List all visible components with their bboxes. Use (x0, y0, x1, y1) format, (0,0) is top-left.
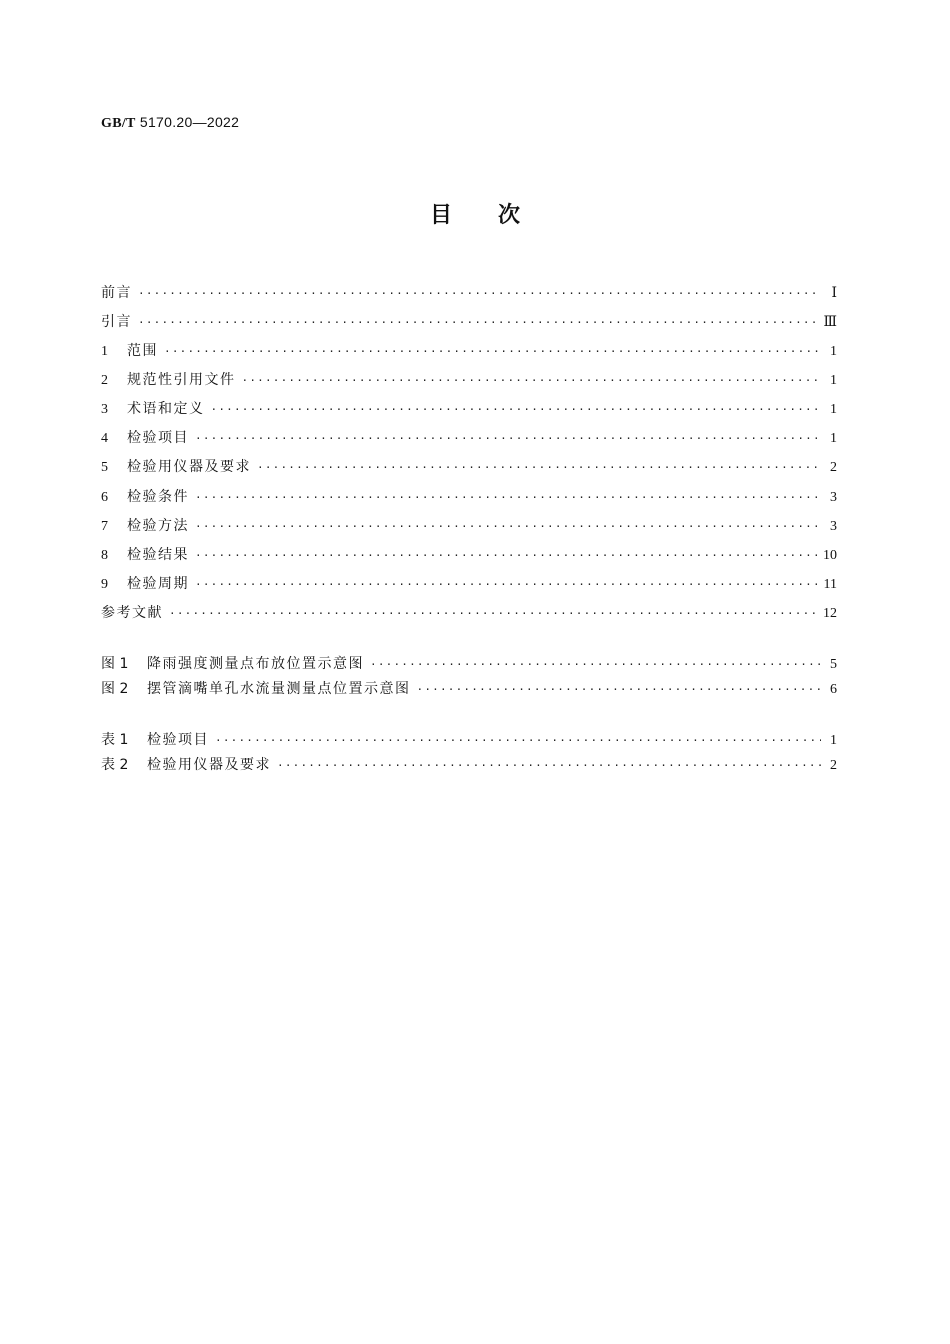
toc-entry-number: 6 (101, 490, 108, 505)
toc-entry-page: 1 (830, 402, 837, 417)
toc-entry-introduction[interactable] (101, 312, 837, 332)
toc-entry-number: 7 (101, 519, 108, 534)
toc-entry-number: 8 (101, 548, 108, 563)
toc-leader-dots (417, 680, 822, 699)
toc-entry-number: 3 (101, 402, 108, 417)
toc-entry-instruments[interactable] (101, 457, 837, 477)
toc-leader-dots (138, 313, 817, 332)
toc-entry-label: 参考文献 (101, 605, 163, 621)
toc-entry-bibliography[interactable] (101, 603, 837, 623)
table-number: 表 2 (101, 757, 129, 773)
toc-entry-number: 2 (101, 373, 108, 388)
toc-leader-dots (195, 546, 817, 565)
toc-entry-inspection-methods[interactable] (101, 516, 837, 536)
toc-entry-page: 1 (830, 373, 837, 388)
toc-entry-label: 术语和定义 (127, 401, 205, 417)
toc-leader-dots (169, 604, 817, 623)
toc-entry-inspection-cycle[interactable] (101, 574, 837, 594)
toc-leader-dots (215, 731, 821, 750)
table-entry[interactable] (101, 730, 837, 750)
figure-number: 图 2 (101, 681, 129, 697)
figure-entry[interactable] (101, 654, 837, 674)
toc-entry-scope[interactable] (101, 341, 837, 361)
page-title (0, 198, 950, 229)
toc-entry-foreword[interactable] (101, 283, 837, 303)
figure-label: 降雨强度测量点布放位置示意图 (147, 656, 364, 672)
toc-entry-label: 检验用仪器及要求 (127, 459, 251, 475)
table-label: 检验用仪器及要求 (147, 757, 271, 773)
toc-entry-terms-definitions[interactable] (101, 399, 837, 419)
toc-entry-page: 1 (830, 344, 837, 359)
toc-leader-dots (242, 371, 822, 390)
table-page: 1 (830, 733, 837, 748)
title-char-2: 次 (498, 203, 521, 228)
toc-leader-dots (195, 517, 821, 536)
table-page: 2 (830, 758, 837, 773)
toc-entry-page: 10 (823, 548, 837, 563)
toc-entry-label: 检验周期 (127, 576, 189, 592)
toc-entry-label: 检验结果 (127, 547, 189, 563)
standard-number: 5170.20—2022 (139, 114, 240, 130)
toc-entry-inspection-conditions[interactable] (101, 487, 837, 507)
table-number: 表 1 (101, 732, 129, 748)
figure-page: 6 (830, 682, 837, 697)
figure-page: 5 (830, 657, 837, 672)
toc-leader-dots (370, 655, 821, 674)
toc-entry-label: 范围 (127, 343, 158, 359)
figure-entry[interactable] (101, 679, 837, 699)
standard-code: GB/T (101, 116, 136, 131)
toc-leader-dots (195, 488, 821, 507)
toc-entry-page: Ⅰ (831, 286, 837, 301)
toc-entry-label: 检验方法 (127, 518, 189, 534)
toc-entry-number: 9 (101, 577, 108, 592)
toc-entry-page: 3 (830, 519, 837, 534)
figure-number: 图 1 (101, 656, 129, 672)
title-char-1: 目 (429, 203, 452, 228)
toc-entry-page: Ⅲ (823, 315, 837, 330)
toc-entry-label: 检验项目 (127, 430, 189, 446)
toc-leader-dots (277, 756, 821, 775)
toc-entry-normative-references[interactable] (101, 370, 837, 390)
toc-entry-number: 5 (101, 460, 108, 475)
toc-entry-page: 3 (830, 490, 837, 505)
toc-entry-inspection-items[interactable] (101, 428, 837, 448)
toc-entry-label: 前言 (101, 285, 132, 301)
table-entry[interactable] (101, 755, 837, 775)
figure-label: 摆管滴嘴单孔水流量测量点位置示意图 (147, 681, 411, 697)
toc-entry-inspection-results[interactable] (101, 545, 837, 565)
toc-leader-dots (257, 458, 821, 477)
toc-leader-dots (195, 429, 821, 448)
toc-entry-label: 引言 (101, 314, 132, 330)
toc-entry-label: 检验条件 (127, 489, 189, 505)
table-label: 检验项目 (147, 732, 209, 748)
toc-leader-dots (195, 575, 818, 594)
toc-entry-page: 1 (830, 431, 837, 446)
toc-entry-number: 1 (101, 344, 108, 359)
toc-entry-label: 规范性引用文件 (127, 372, 236, 388)
toc-leader-dots (138, 284, 821, 303)
toc-entry-page: 11 (823, 577, 837, 592)
toc-entry-page: 12 (823, 606, 837, 621)
toc-entry-page: 2 (830, 460, 837, 475)
toc-entry-number: 4 (101, 431, 108, 446)
document-header (101, 114, 239, 132)
toc-leader-dots (164, 342, 821, 361)
toc-leader-dots (211, 400, 822, 419)
